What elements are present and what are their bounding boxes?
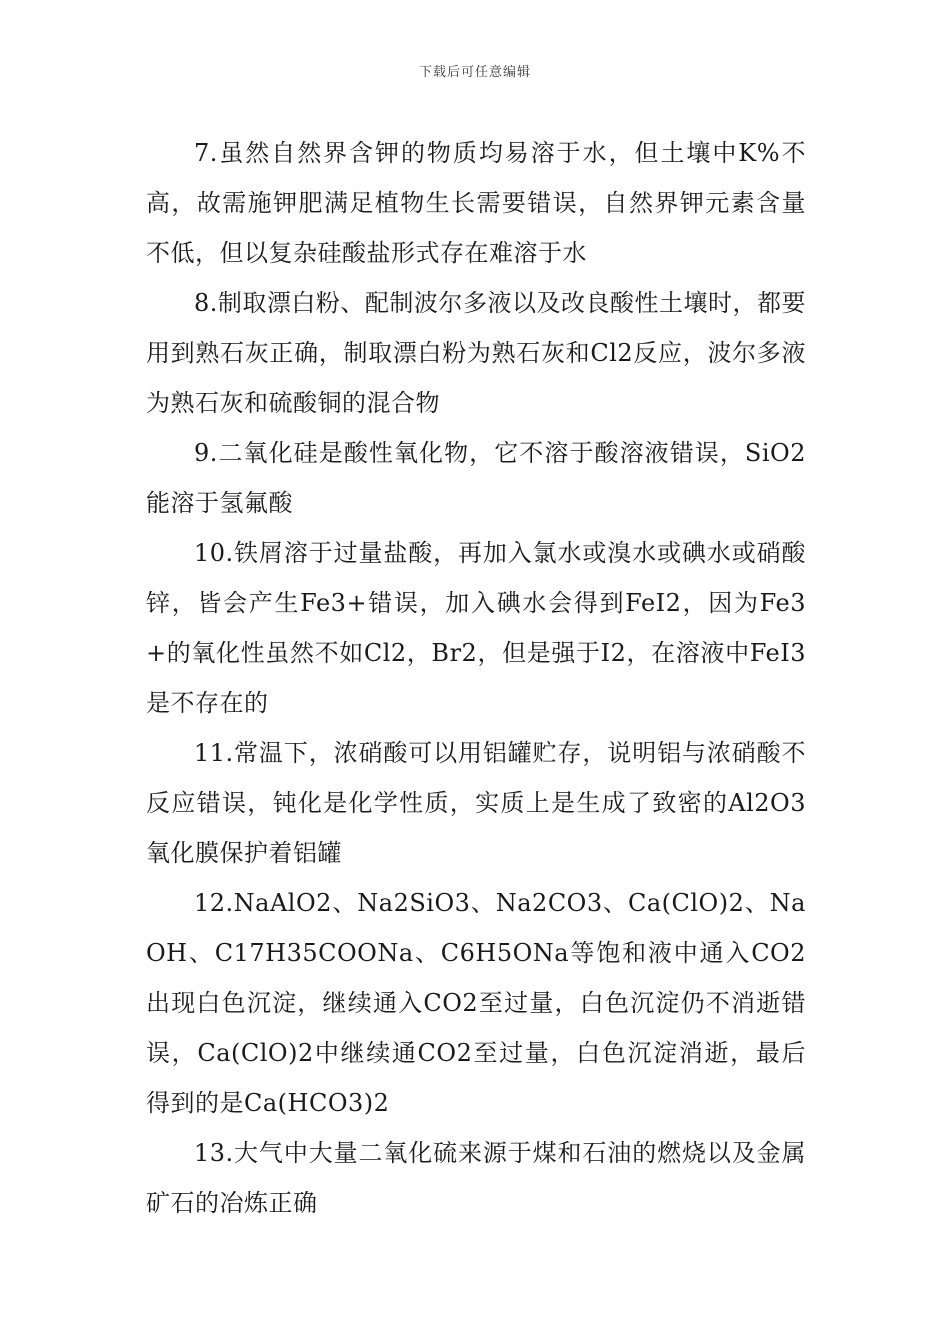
paragraph-item-13: 13.大气中大量二氧化硫来源于煤和石油的燃烧以及金属矿石的冶炼正确 [146,1139,806,1217]
paragraph-item-9: 9.二氧化硅是酸性氧化物，它不溶于酸溶液错误，SiO2能溶于氢氟酸 [146,439,806,517]
paragraph-item-12: 12.NaAlO2、Na2SiO3、Na2CO3、Ca(ClO)2、NaOH、C17H35COONa、C6H5ONa等饱和液中通入CO2出现白色沉淀，继续通入CO2至过量，白色沉淀仍不消逝错误，Ca(ClO)2中继续通CO2至过量，白色沉淀消逝，最后得到的是Ca(HCO3)2 [146,889,806,1117]
page-header: 下载后可任意编辑 [418,65,531,80]
document-body [146,128,806,1228]
paragraph-item-10: 10.铁屑溶于过量盐酸，再加入氯水或溴水或碘水或硝酸锌，皆会产生Fe3+错误，加入碘水会得到FeI2，因为Fe3+的氧化性虽然不如Cl2，Br2，但是强于I2，在溶液中FeI3是不存在的 [146,539,806,717]
paragraph-item-7: 7.虽然自然界含钾的物质均易溶于水，但土壤中K%不高，故需施钾肥满足植物生长需要错误，自然界钾元素含量不低，但以复杂硅酸盐形式存在难溶于水 [146,139,806,267]
paragraph-item-8: 8.制取漂白粉、配制波尔多液以及改良酸性土壤时，都要用到熟石灰正确，制取漂白粉为熟石灰和Cl2反应，波尔多液为熟石灰和硫酸铜的混合物 [146,289,806,417]
paragraph-item-11: 11.常温下，浓硝酸可以用铝罐贮存，说明铝与浓硝酸不反应错误，钝化是化学性质，实质上是生成了致密的Al2O3氧化膜保护着铝罐 [146,739,806,867]
